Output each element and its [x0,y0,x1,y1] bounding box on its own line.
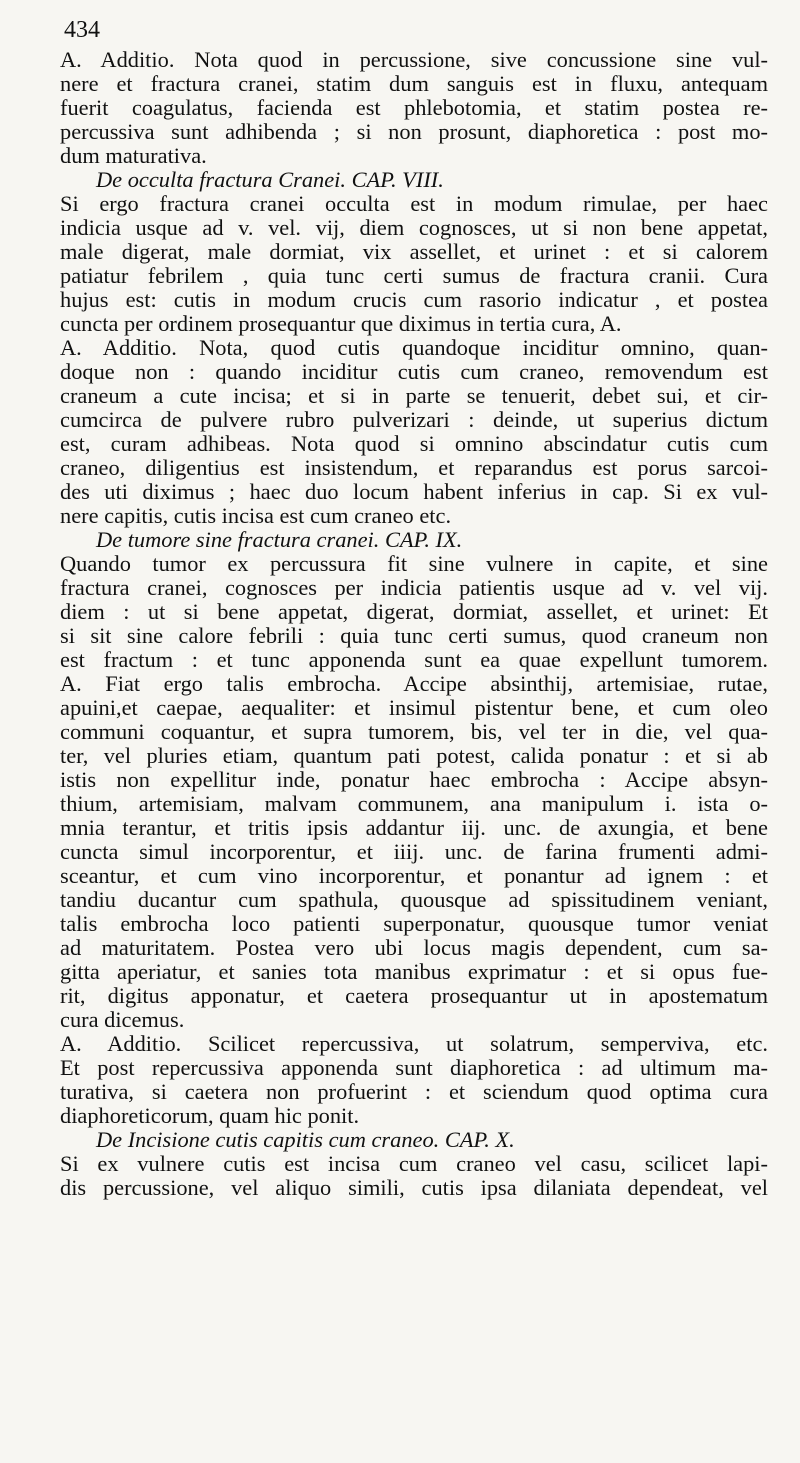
text-line: ter, vel pluries etiam, quantum pati potest, calida ponatur : et si ab [60,743,768,768]
text-line: A. Additio. Scilicet repercussiva, ut solatrum, semperviva, etc. [60,1031,768,1056]
text-block [60,48,768,1200]
text-line: sceantur, et cum vino incorporentur, et ponantur ad ignem : et [60,863,768,888]
text-line: est, curam adhibeas. Nota quod si omnino abscindatur cutis cum [60,431,768,456]
text-line: cura dicemus. [60,1007,185,1032]
text-line: turativa, si caetera non profuerint : et sciendum quod optima cura [60,1079,768,1104]
text-line: nere capitis, cutis incisa est cum craneo etc. [60,503,452,528]
text-line: apuini,et caepae, aequaliter: et insimul pistentur bene, et cum oleo [60,695,768,720]
text-line: doque non : quando inciditur cutis cum craneo, removendum est [60,359,768,384]
text-line: des uti diximus ; haec duo locum habent inferius in cap. Si ex vul- [60,479,768,504]
text-line: fractura cranei, cognosces per indicia patientis usque ad v. vel vij. [60,575,768,600]
text-line: gitta aperiatur, et sanies tota manibus exprimatur : et si opus fue- [60,959,768,984]
text-line: percussiva sunt adhibenda ; si non prosunt, diaphoretica : post mo- [60,119,768,144]
text-line: Et post repercussiva apponenda sunt diaphoretica : ad ultimum ma- [60,1055,768,1080]
chapter-heading: De Incisione cutis capitis cum craneo. CAP. X. [96,1127,515,1152]
text-line: tandiu ducantur cum spathula, quousque ad spissitudinem veniant, [60,887,768,912]
text-line: dis percussione, vel aliquo simili, cutis ipsa dilaniata dependeat, vel [60,1175,768,1200]
text-line: istis non expellitur inde, ponatur haec embrocha : Accipe absyn- [60,767,768,792]
chapter-heading: De occulta fractura Cranei. CAP. VIII. [96,167,444,192]
text-line: si sit sine calore febrili : quia tunc certi sumus, quod craneum non [60,623,768,648]
text-line: thium, artemisiam, malvam communem, ana manipulum i. ista o- [60,791,768,816]
text-line: mnia terantur, et tritis ipsis addantur iij. unc. de axungia, et bene [60,815,768,840]
text-line: communi coquantur, et supra tumorem, bis, vel ter in die, vel qua- [60,719,768,744]
text-line: Quando tumor ex percussura fit sine vulnere in capite, et sine [60,551,768,576]
text-line: cumcirca de pulvere rubro pulverizari : deinde, ut superius dictum [60,407,768,432]
text-line: A. Fiat ergo talis embrocha. Accipe absinthij, artemisiae, rutae, [60,671,768,696]
text-line: rit, digitus apponatur, et caetera prosequantur ut in apostematum [60,983,768,1008]
text-line: craneum a cute incisa; et si in parte se tenuerit, debet sui, et cir- [60,383,768,408]
text-line: A. Additio. Nota quod in percussione, sive concussione sine vul- [60,47,768,72]
text-line: est fractum : et tunc apponenda sunt ea quae expellunt tumorem. [60,647,768,672]
page-number: 434 [64,17,100,43]
text-line: diaphoreticorum, quam hic ponit. [60,1103,360,1128]
text-line: cuncta per ordinem prosequantur que diximus in tertia cura, A. [60,311,622,336]
text-line: hujus est: cutis in modum crucis cum rasorio indicatur , et postea [60,287,768,312]
text-line: Si ex vulnere cutis est incisa cum craneo vel casu, scilicet lapi- [60,1151,768,1176]
text-line: talis embrocha loco patienti superponatur, quousque tumor veniat [60,911,768,936]
text-line: craneo, diligentius est insistendum, et reparandus est porus sarcoi- [60,455,768,480]
text-line: male digerat, male dormiat, vix assellet, et urinet : et si calorem [60,239,768,264]
text-line: dum maturativa. [60,143,207,168]
text-line: indicia usque ad v. vel. vij, diem cognosces, ut si non bene appetat, [60,215,768,240]
text-line: fuerit coagulatus, facienda est phlebotomia, et statim postea re- [60,95,768,120]
text-line: Si ergo fractura cranei occulta est in modum rimulae, per haec [60,191,768,216]
chapter-heading: De tumore sine fractura cranei. CAP. IX. [96,527,463,552]
text-line: nere et fractura cranei, statim dum sanguis est in fluxu, antequam [60,71,768,96]
text-line: patiatur febrilem , quia tunc certi sumus de fractura cranii. Cura [60,263,768,288]
text-line: A. Additio. Nota, quod cutis quandoque inciditur omnino, quan- [60,335,768,360]
text-line: diem : ut si bene appetat, digerat, dormiat, assellet, et urinet: Et [60,599,768,624]
book-page [60,12,768,1200]
text-line: ad maturitatem. Postea vero ubi locus magis dependent, cum sa- [60,935,768,960]
text-line: cuncta simul incorporentur, et iiij. unc. de farina frumenti admi- [60,839,768,864]
